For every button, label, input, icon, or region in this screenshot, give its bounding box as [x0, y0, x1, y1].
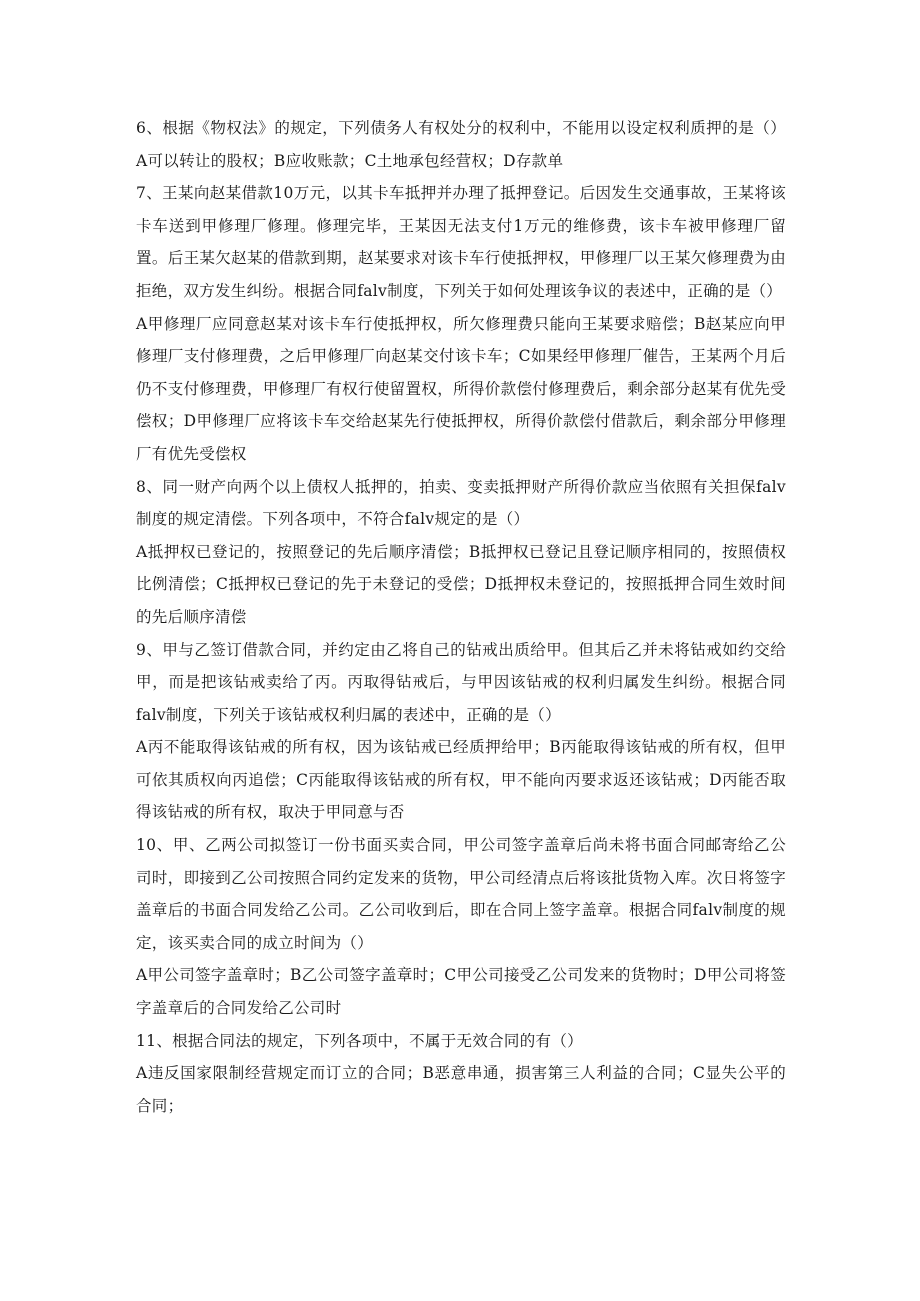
question-9-options: A丙不能取得该钻戒的所有权，因为该钻戒已经质押给甲；B丙能取得该钻戒的所有权，但甲可依其质权向丙追偿；C丙能取得该钻戒的所有权，甲不能向丙要求返还该钻戒；D丙能否取得该钻戒的所有权，取决于甲同意与否 — [136, 738, 786, 822]
question-7: 7、王某向赵某借款10万元，以其卡车抵押并办理了抵押登记。后因发生交通事故，王某将该卡车送到甲修理厂修理。修理完毕，王某因无法支付1万元的维修费，该卡车被甲修理厂留置。后王某欠赵某的借款到期，赵某要求对该卡车行使抵押权，甲修理厂以王某欠修理费为由拒绝，双方发生纠纷。根据合同falv制度，下列关于如何处理该争议的表述中，正确的是（） — [136, 184, 786, 300]
question-7-options: A甲修理厂应同意赵某对该卡车行使抵押权，所欠修理费只能向王某要求赔偿；B赵某应向甲修理厂支付修理费，之后甲修理厂向赵某交付该卡车；C如果经甲修理厂催告，王某两个月后仍不支付修理费，甲修理厂有权行使留置权，所得价款偿付修理费后，剩余部分赵某有优先受偿权；D甲修理厂应将该卡车交给赵某先行使抵押权，所得价款偿付借款后，剩余部分甲修理厂有优先受偿权 — [136, 314, 786, 463]
question-11-options: A违反国家限制经营规定而订立的合同；B恶意串通，损害第三人利益的合同；C显失公平的合同； — [136, 1064, 786, 1115]
question-10: 10、甲、乙两公司拟签订一份书面买卖合同，甲公司签字盖章后尚未将书面合同邮寄给乙公司时，即接到乙公司按照合同约定发来的货物，甲公司经清点后将该批货物入库。次日将签字盖章后的书面合同发给乙公司。乙公司收到后，即在合同上签字盖章。根据合同falv制度的规定，该买卖合同的成立时间为（） — [136, 836, 786, 952]
question-8-options: A抵押权已登记的，按照登记的先后顺序清偿；B抵押权已登记且登记顺序相同的，按照债权比例清偿；C抵押权已登记的先于未登记的受偿；D抵押权未登记的，按照抵押合同生效时间的先后顺序清偿 — [136, 542, 786, 626]
question-6: 6、根据《物权法》的规定，下列债务人有权处分的权利中，不能用以设定权利质押的是（）A可以转让的股权；B应收账款；C土地承包经营权；D存款单 — [136, 119, 786, 170]
question-8: 8、同一财产向两个以上债权人抵押的，拍卖、变卖抵押财产所得价款应当依照有关担保falv制度的规定清偿。下列各项中，不符合falv规定的是（） — [136, 477, 786, 529]
question-10-options: A甲公司签字盖章时；B乙公司签字盖章时；C甲公司接受乙公司发来的货物时；D甲公司将签字盖章后的合同发给乙公司时 — [136, 966, 786, 1018]
document-body — [136, 112, 786, 1122]
question-9: 9、甲与乙签订借款合同，并约定由乙将自己的钻戒出质给甲。但其后乙并未将钻戒如约交给甲，而是把该钻戒卖给了丙。丙取得钻戒后，与甲因该钻戒的权利归属发生纠纷。根据合同falv制度，下列关于该钻戒权利归属的表述中，正确的是（） — [136, 640, 786, 724]
question-11: 11、根据合同法的规定，下列各项中，不属于无效合同的有（） — [136, 1031, 583, 1050]
